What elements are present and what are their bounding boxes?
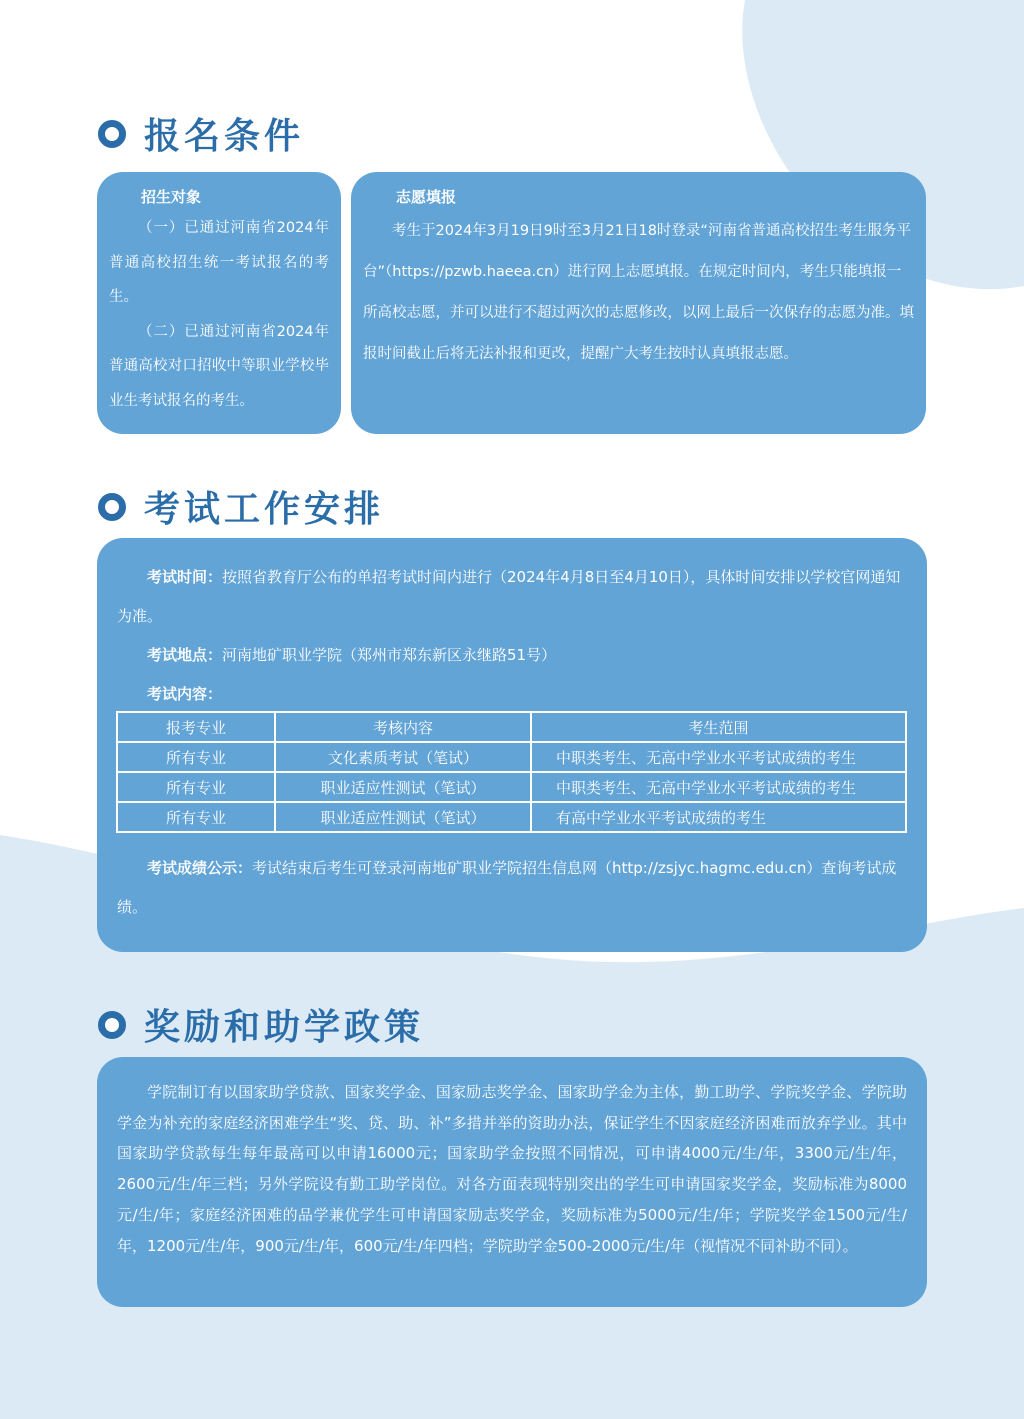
exam-place-text: 河南地矿职业学院（郑州市郑东新区永继路51号）: [222, 646, 557, 664]
table-cell: 中职类考生、无高中学业水平考试成绩的考生: [531, 742, 906, 772]
circle-bullet-icon: [98, 120, 126, 148]
circle-bullet-icon: [98, 1011, 126, 1039]
section-heading: 报名条件: [144, 116, 305, 157]
exam-time-text: 按照省教育厅公布的单招考试时间内进行（2024年4月8日至4月10日），具体时间安排以学校官网通知为准。: [117, 568, 901, 625]
table-cell: 中职类考生、无高中学业水平考试成绩的考生: [531, 772, 906, 802]
table-cell: 有高中学业水平考试成绩的考生: [531, 802, 906, 832]
table-header-cell: 考生范围: [531, 712, 906, 742]
eligibility-item-1: （一）已通过河南省2024年普通高校招生统一考试报名的考生。: [109, 220, 329, 305]
volunteer-text: 考生于2024年3月19日9时至3月21日18时登录“河南省普通高校招生考生服务平台”（https://pzwb.haeea.cn）进行网上志愿填报。在规定时间内，考生只能填报一所高校志愿，并可以进行不超过两次的志愿修改，以网上最后一次保存的志愿为准。填报时间截止后将无法补报和更改，提醒广大考生按时认真填报志愿。: [363, 223, 914, 362]
table-header-row: [117, 712, 906, 742]
table-cell: 所有专业: [117, 742, 275, 772]
table-header-cell: 报考专业: [117, 712, 275, 742]
exam-card: [97, 538, 927, 952]
exam-content-table: [116, 711, 907, 833]
table-row: [117, 802, 906, 832]
table-row: [117, 742, 906, 772]
volunteer-card: [351, 172, 926, 434]
exam-place-label: 考试地点：: [147, 646, 223, 664]
table-cell: 职业适应性测试（笔试）: [275, 802, 531, 832]
eligibility-item-2: （二）已通过河南省2024年普通高校对口招收中等职业学校毕业生考试报名的考生。: [109, 323, 329, 409]
section-title-aid: [98, 999, 424, 1050]
table-row: [117, 772, 906, 802]
eligibility-card: [97, 172, 341, 434]
table-cell: 所有专业: [117, 802, 275, 832]
table-header-cell: 考核内容: [275, 712, 531, 742]
section-title-exam: [98, 481, 384, 532]
section-heading: 奖励和助学政策: [144, 1007, 425, 1048]
exam-result: [117, 849, 909, 927]
exam-time-label: 考试时间：: [147, 568, 223, 586]
section-heading: 考试工作安排: [144, 489, 385, 530]
aid-card: [97, 1057, 927, 1307]
circle-bullet-icon: [98, 493, 126, 521]
table-cell: 文化素质考试（笔试）: [275, 742, 531, 772]
exam-time: [117, 558, 909, 636]
aid-text: 学院制订有以国家助学贷款、国家奖学金、国家励志奖学金、国家助学金为主体，勤工助学、学院奖学金、学院助学金为补充的家庭经济困难学生“奖、贷、助、补”多措并举的资助办法，保证学生不因家庭经济困难而放弃学业。其中国家助学贷款每生每年最高可以申请16000元；国家助学金按照不同情况，可申请4000元/生/年，3300元/生/年，2600元/生/年三档；另外学院设有勤工助学岗位。对各方面表现特别突出的学生可申请国家奖学金，奖励标准为8000元/生/年；家庭经济困难的品学兼优学生可申请国家励志奖学金，奖励标准为5000元/生/年；学院奖学金1500元/生/年，1200元/生/年，900元/生/年，600元/生/年四档；学院助学金500-2000元/生/年（视情况不同补助不同）。: [117, 1083, 907, 1255]
table-cell: 所有专业: [117, 772, 275, 802]
exam-place: [117, 636, 909, 675]
exam-result-text: 考试结束后考生可登录河南地矿职业学院招生信息网（http://zsjyc.hagmc.edu.cn）查询考试成绩。: [117, 859, 897, 916]
eligibility-title: 招生对象: [141, 188, 202, 206]
table-cell: 职业适应性测试（笔试）: [275, 772, 531, 802]
exam-result-label: 考试成绩公示：: [147, 859, 253, 877]
exam-content-label: 考试内容：: [147, 685, 223, 703]
volunteer-title: 志愿填报: [396, 188, 457, 206]
section-title-registration: [98, 108, 304, 159]
